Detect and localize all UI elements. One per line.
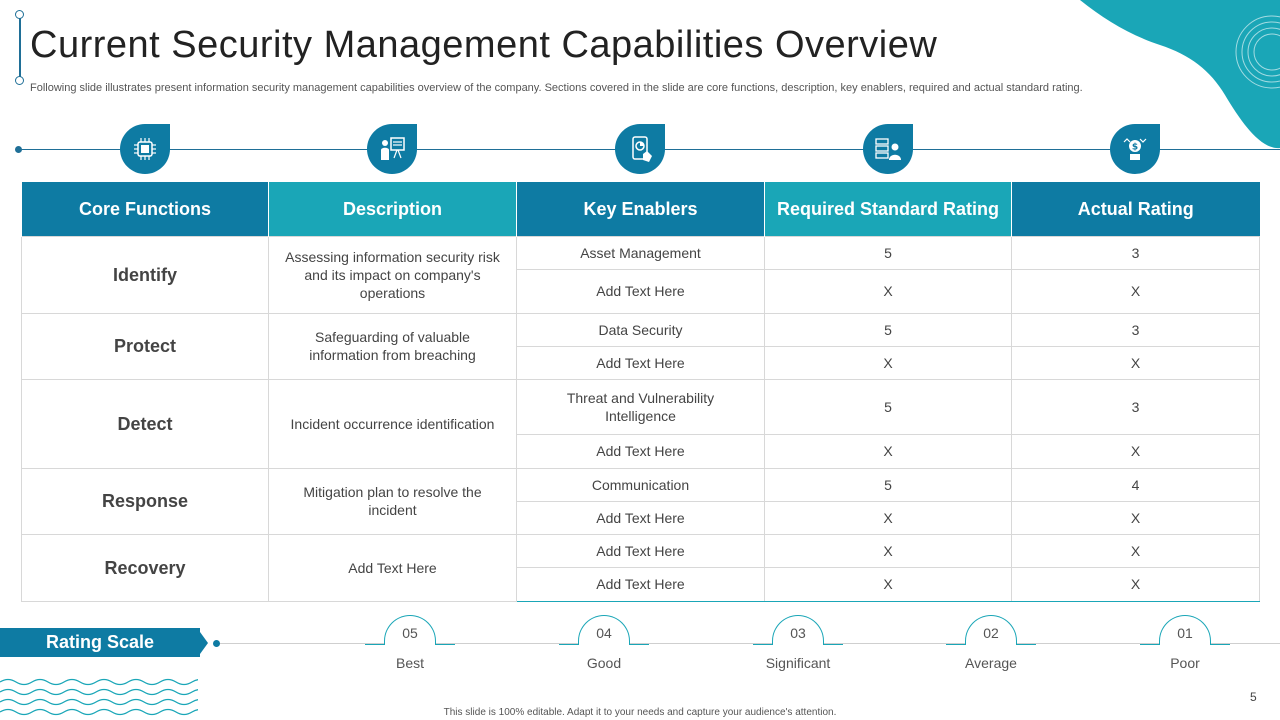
rating-label: Significant [765,655,831,671]
required-rating-cell: 5 [765,379,1012,434]
core-function-cell: Detect [22,379,269,468]
rating-label: Average [965,655,1017,671]
header-description: Description [269,182,517,236]
rating-label: Best [395,655,424,671]
rating-arc [772,615,824,645]
rating-number: 05 [402,625,418,641]
core-function-cell: Protect [22,313,269,379]
rating-arc [1159,615,1211,645]
table-header-row [22,182,1260,236]
enabler-cell: Threat and Vulnerability Intelligence [517,379,765,434]
rating-scale-item [350,615,470,671]
enabler-cell: Add Text Here [517,534,765,567]
rating-label: Good [586,655,622,671]
required-rating-cell: X [765,534,1012,567]
core-function-cell: Identify [22,236,269,313]
footer-note: This slide is 100% editable. Adapt it to your needs and capture your audience's attention. [443,707,837,718]
enabler-cell: Add Text Here [517,346,765,379]
rating-label: Poor [1170,655,1200,671]
mobile-analytics-icon [615,124,665,174]
svg-text:$: $ [1131,142,1139,153]
core-function-cell: Recovery [22,534,269,601]
required-rating-cell: X [765,567,1012,601]
page-subtitle: Following slide illustrates present information security management capabilities overview of the company. Sections covered in the slide are core functions, description, key enablers, required and actual standard rating. [30,82,1083,94]
description-cell: Add Text Here [269,534,517,601]
required-rating-cell: X [765,434,1012,468]
rating-scale-arrow [200,632,208,654]
enabler-cell: Data Security [517,313,765,346]
header-required-rating: Required Standard Rating [765,182,1012,236]
rating-arc [965,615,1017,645]
rating-scale-item [931,615,1051,671]
table-row [22,313,1260,346]
rating-number: 03 [790,625,806,641]
ai-chip-icon [120,124,170,174]
description-cell: Safeguarding of valuable information from breaching [269,313,517,379]
rating-number: 04 [596,625,612,641]
capabilities-table [21,182,1260,602]
rating-money-icon [1110,124,1160,174]
title-accent-dot [15,10,24,19]
required-rating-cell: X [765,501,1012,534]
enabler-cell: Add Text Here [517,501,765,534]
page-number: 5 [1250,690,1257,704]
required-rating-cell: 5 [765,313,1012,346]
title-accent-dot [15,76,24,85]
actual-rating-cell: X [1012,501,1260,534]
actual-rating-cell: 4 [1012,468,1260,501]
actual-rating-cell: X [1012,269,1260,313]
header-key-enablers: Key Enablers [517,182,765,236]
rating-scale-label: Rating Scale [0,628,200,657]
description-cell: Mitigation plan to resolve the incident [269,468,517,534]
corner-decoration [1050,0,1280,150]
header-actual-rating: Actual Rating [1012,182,1260,236]
description-cell: Assessing information security risk and its impact on company's operations [269,236,517,313]
server-user-icon [863,124,913,174]
core-function-cell: Response [22,468,269,534]
description-cell: Incident occurrence identification [269,379,517,468]
actual-rating-cell: X [1012,346,1260,379]
required-rating-cell: 5 [765,236,1012,269]
enabler-cell: Communication [517,468,765,501]
enabler-cell: Add Text Here [517,567,765,601]
required-rating-cell: X [765,269,1012,313]
table-row [22,468,1260,501]
enabler-cell: Asset Management [517,236,765,269]
rating-number: 01 [1177,625,1193,641]
table-row [22,236,1260,269]
title-accent-line [19,13,21,81]
actual-rating-cell: 3 [1012,236,1260,269]
actual-rating-cell: 3 [1012,379,1260,434]
presentation-icon [367,124,417,174]
actual-rating-cell: X [1012,434,1260,468]
rating-scale-dot [213,640,220,647]
actual-rating-cell: X [1012,567,1260,601]
enabler-cell: Add Text Here [517,269,765,313]
header-core-functions: Core Functions [22,182,269,236]
rating-scale-item [1125,615,1245,671]
icon-row-dot [15,146,22,153]
table-row [22,534,1260,567]
rating-arc [578,615,630,645]
enabler-cell: Add Text Here [517,434,765,468]
rating-scale-item [544,615,664,671]
rating-scale-item [738,615,858,671]
page-title: Current Security Management Capabilities Overview [30,24,938,66]
required-rating-cell: X [765,346,1012,379]
actual-rating-cell: X [1012,534,1260,567]
required-rating-cell: 5 [765,468,1012,501]
rating-number: 02 [983,625,999,641]
rating-arc [384,615,436,645]
table-row [22,379,1260,434]
actual-rating-cell: 3 [1012,313,1260,346]
